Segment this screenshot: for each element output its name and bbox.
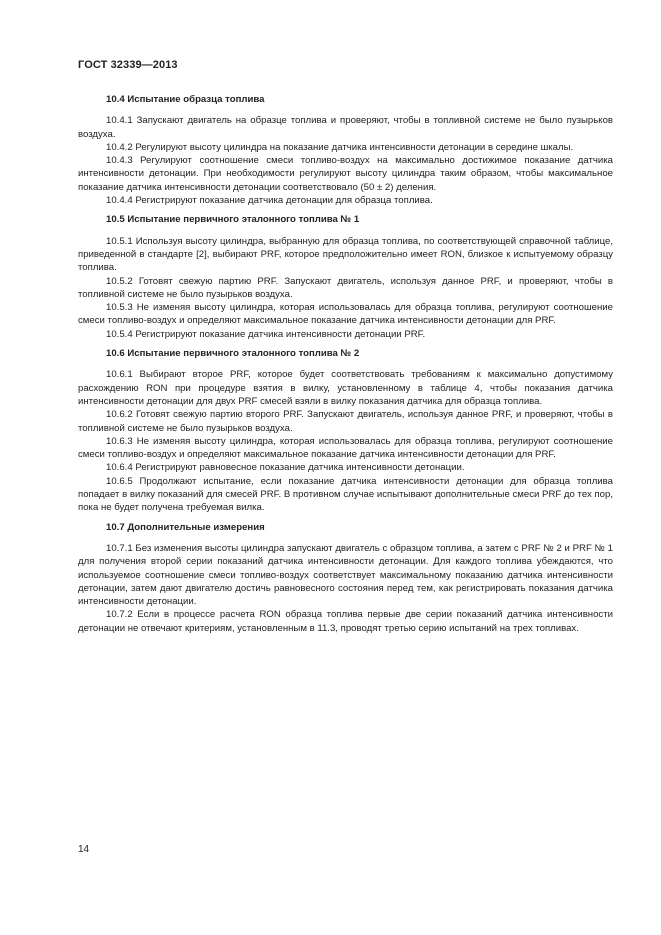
section-10-5 [78,213,613,341]
paragraph: 10.7.1 Без изменения высоты цилиндра запускают двигатель с образцом топлива, а затем с PRF № 2 и PRF № 1 для получения второй серии показаний датчика интенсивности детонации. Для каждого топлива убеждаются, что используемое соотношение смеси топливо-воздух соответствует максимальному показанию датчика интенсивности детонации, затем дают двигателю достичь равновесного состояния перед тем, как регистрировать показания датчика интенсивности детонации. [78,542,613,608]
section-heading: 10.4 Испытание образца топлива [106,94,265,105]
paragraph: 10.5.1 Используя высоту цилиндра, выбранную для образца топлива, по соответствующей справочной таблице, приведенной в стандарте [2], выбирают PRF, которое предположительно имеет RON, близкое к испытуемому образцу топлива. [78,235,613,274]
paragraph: 10.6.5 Продолжают испытание, если показание датчика интенсивности детонации для образца топлива попадает в вилку показаний для смесей PRF. В противном случае испытывают дополнительные смеси PRF до тех пор, пока не будет получена требуемая вилка. [78,475,613,514]
paragraph: 10.7.2 Если в процессе расчета RON образца топлива первые две серии показаний датчика интенсивности детонации не отвечают критериям, установленным в 11.3, проводят третью серию испытаний на трех топливах. [78,609,613,634]
paragraph: 10.5.3 Не изменяя высоту цилиндра, которая использовалась для образца топлива, регулируют соотношение смеси топливо-воздух и определяют максимальное показание датчика интенсивности детонации для PRF. [78,302,613,327]
paragraph: 10.6.1 Выбирают второе PRF, которое будет соответствовать требованиям к максимально допустимому расхождению RON при процедуре взятия в вилку, установленному в таблице 4, чтобы показания датчика интенсивности детонации для двух PRF смесей взяли в вилку показания датчика для образца топлива. [78,369,613,407]
section-heading: 10.7 Дополнительные измерения [106,521,265,533]
paragraph: 10.4.4 Регистрируют показание датчика детонации для образца топлива. [106,195,433,207]
document-body [78,93,613,641]
paragraph: 10.4.1 Запускают двигатель на образце топлива и проверяют, чтобы в топливной системе не было пузырьков воздуха. [78,115,613,140]
paragraph: 10.4.2 Регулируют высоту цилиндра на показание датчика интенсивности детонации в середине шкалы. [106,141,574,153]
paragraph: 10.5.4 Регистрируют показание датчика интенсивности детонации PRF. [106,328,426,340]
paragraph: 10.4.3 Регулируют соотношение смеси топливо-воздух на максимально достижимое показание датчика интенсивности детонации. При необходимости регулируют высоту цилиндра таким образом, чтобы максимальное показание датчика интенсивности детонации соответствовало (50 ± 2) деления. [78,155,613,193]
paragraph: 10.6.4 Регистрируют равновесное показание датчика интенсивности детонации. [106,462,465,474]
paragraph: 10.6.3 Не изменяя высоту цилиндра, которая использовалась для образца топлива, регулируют соотношение смеси топливо-воздух и определяют максимальное показание датчика интенсивности детонации для PRF. [78,435,613,461]
section-10-7 [78,521,613,635]
section-heading: 10.6 Испытание первичного эталонного топлива № 2 [106,348,360,360]
section-heading: 10.5 Испытание первичного эталонного топлива № 1 [106,214,360,226]
section-10-6 [78,347,613,515]
paragraph: 10.6.2 Готовят свежую партию второго PRF. Запускают двигатель, используя данное PRF, и проверяют, чтобы в топливной системе не было пузырьков воздуха. [78,409,613,434]
document-header: ГОСТ 32339—2013 [78,59,178,71]
page-number: 14 [78,844,90,855]
paragraph: 10.5.2 Готовят свежую партию PRF. Запускают двигатель, используя данное PRF, и проверяют, чтобы в топливной системе не было пузырьков воздуха. [78,275,613,300]
section-10-4 [78,93,613,207]
